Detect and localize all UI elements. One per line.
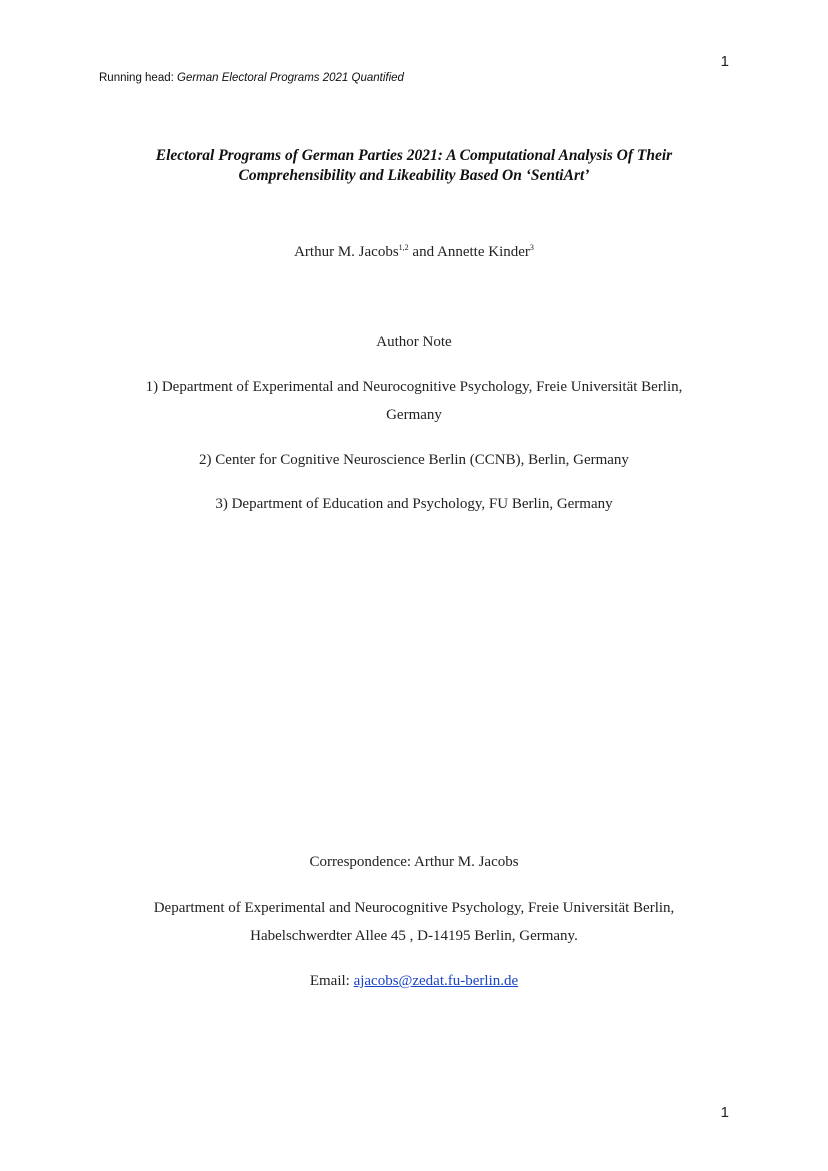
title-line-1: Electoral Programs of German Parties 2021: A Computational Analysis Of Their (155, 147, 673, 164)
running-head-value: German Electoral Programs 2021 Quantified (177, 72, 404, 84)
author-2-name: Annette Kinder (437, 244, 530, 260)
affiliation-2: 2) Center for Cognitive Neuroscience Berlin (CCNB), Berlin, Germany (199, 452, 629, 468)
page-number-bottom: 1 (720, 1104, 729, 1121)
author-1-affiliation-sup: 1,2 (398, 243, 409, 252)
running-head-label: Running head: (99, 72, 178, 84)
author-connector: and (408, 244, 438, 260)
author-line (0, 238, 828, 266)
correspondence-address (0, 894, 828, 950)
affiliation-3: 3) Department of Education and Psychology, FU Berlin, Germany (215, 496, 613, 512)
author-2-affiliation-sup: 3 (529, 243, 534, 252)
author-note-heading: Author Note (376, 334, 452, 350)
title-line-2: Comprehensibility and Likeability Based On ‘SentiArt’ (238, 167, 590, 184)
paper-title (100, 146, 728, 186)
address-line-2: Habelschwerdter Allee 45 , D-14195 Berlin, Germany. (250, 928, 578, 944)
email-line (0, 967, 828, 995)
author-1-name: Arthur M. Jacobs (294, 244, 399, 260)
affiliation-1-line-2: Germany (386, 407, 442, 423)
email-link[interactable]: ajacobs@zedat.fu-berlin.de (353, 973, 519, 989)
correspondence-heading: Correspondence: Arthur M. Jacobs (309, 854, 519, 870)
address-line-1: Department of Experimental and Neurocognitive Psychology, Freie Universität Berlin, (153, 900, 675, 916)
email-label: Email: (309, 973, 354, 989)
page-number-top: 1 (720, 53, 729, 70)
running-head (99, 72, 404, 84)
affiliation-1-line-1: 1) Department of Experimental and Neurocognitive Psychology, Freie Universität Berlin, (145, 379, 683, 395)
affiliation-1 (0, 373, 828, 429)
